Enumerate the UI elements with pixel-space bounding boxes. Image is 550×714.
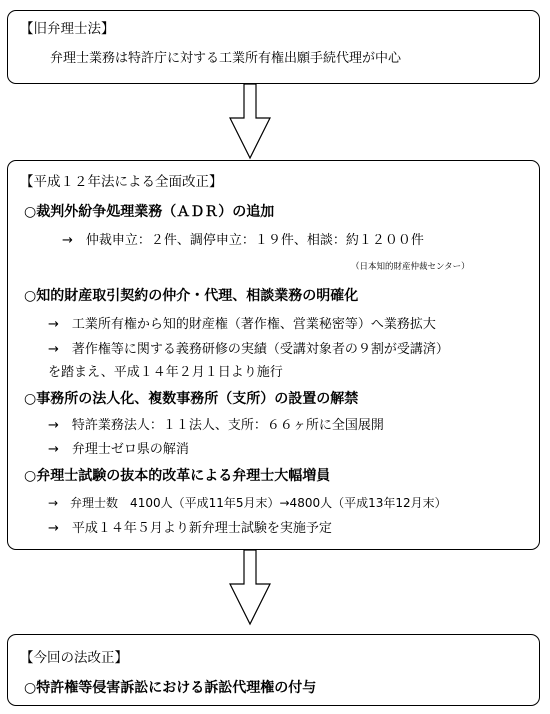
current-reform-heading: ○特許権等侵害訴訟における訴訟代理権の付与 [24, 680, 317, 696]
adr-note: （日本知的財産仲裁センター） [351, 262, 470, 272]
reform-2000-label: 【平成１２年法による全面改正】 [20, 174, 223, 190]
corporation-heading: ○事務所の法人化、複数事務所（支所）の設置の解禁 [24, 391, 359, 407]
old-law-label: 【旧弁理士法】 [20, 21, 115, 37]
exam-bullet-1: → 弁理士数 4100人（平成11年5月末）→4800人（平成13年12月末） [48, 496, 447, 510]
ip-contract-heading: ○知的財産取引契約の仲介・代理、相談業務の明確化 [24, 288, 359, 304]
adr-heading: ○裁判外紛争処理業務（ＡＤＲ）の追加 [24, 204, 275, 220]
exam-bullet-2: → 平成１４年５月より新弁理士試験を実施予定 [48, 521, 332, 536]
corporation-bullet-2: → 弁理士ゼロ県の解消 [48, 442, 189, 457]
current-reform-label: 【今回の法改正】 [20, 650, 128, 666]
ip-contract-bullet-2: → 著作権等に関する義務研修の実績（受講対象者の９割が受講済） [48, 342, 449, 357]
ip-contract-bullet-1: → 工業所有権から知的財産権（著作権、営業秘密等）へ業務拡大 [48, 317, 436, 332]
down-arrow-2 [0, 550, 550, 634]
old-law-text: 弁理士業務は特許庁に対する工業所有権出願手続代理が中心 [50, 51, 402, 66]
adr-stats: → 仲裁申立：２件、調停申立：１９件、相談：約１２００件 [62, 233, 424, 248]
down-arrow-1 [0, 84, 550, 164]
corporation-bullet-1: → 特許業務法人：１１法人、支所：６６ヶ所に全国展開 [48, 418, 384, 433]
ip-contract-bullet-3: を踏まえ、平成１４年２月１日より施行 [48, 365, 283, 380]
exam-heading: ○弁理士試験の抜本的改革による弁理士大幅増員 [24, 468, 331, 484]
